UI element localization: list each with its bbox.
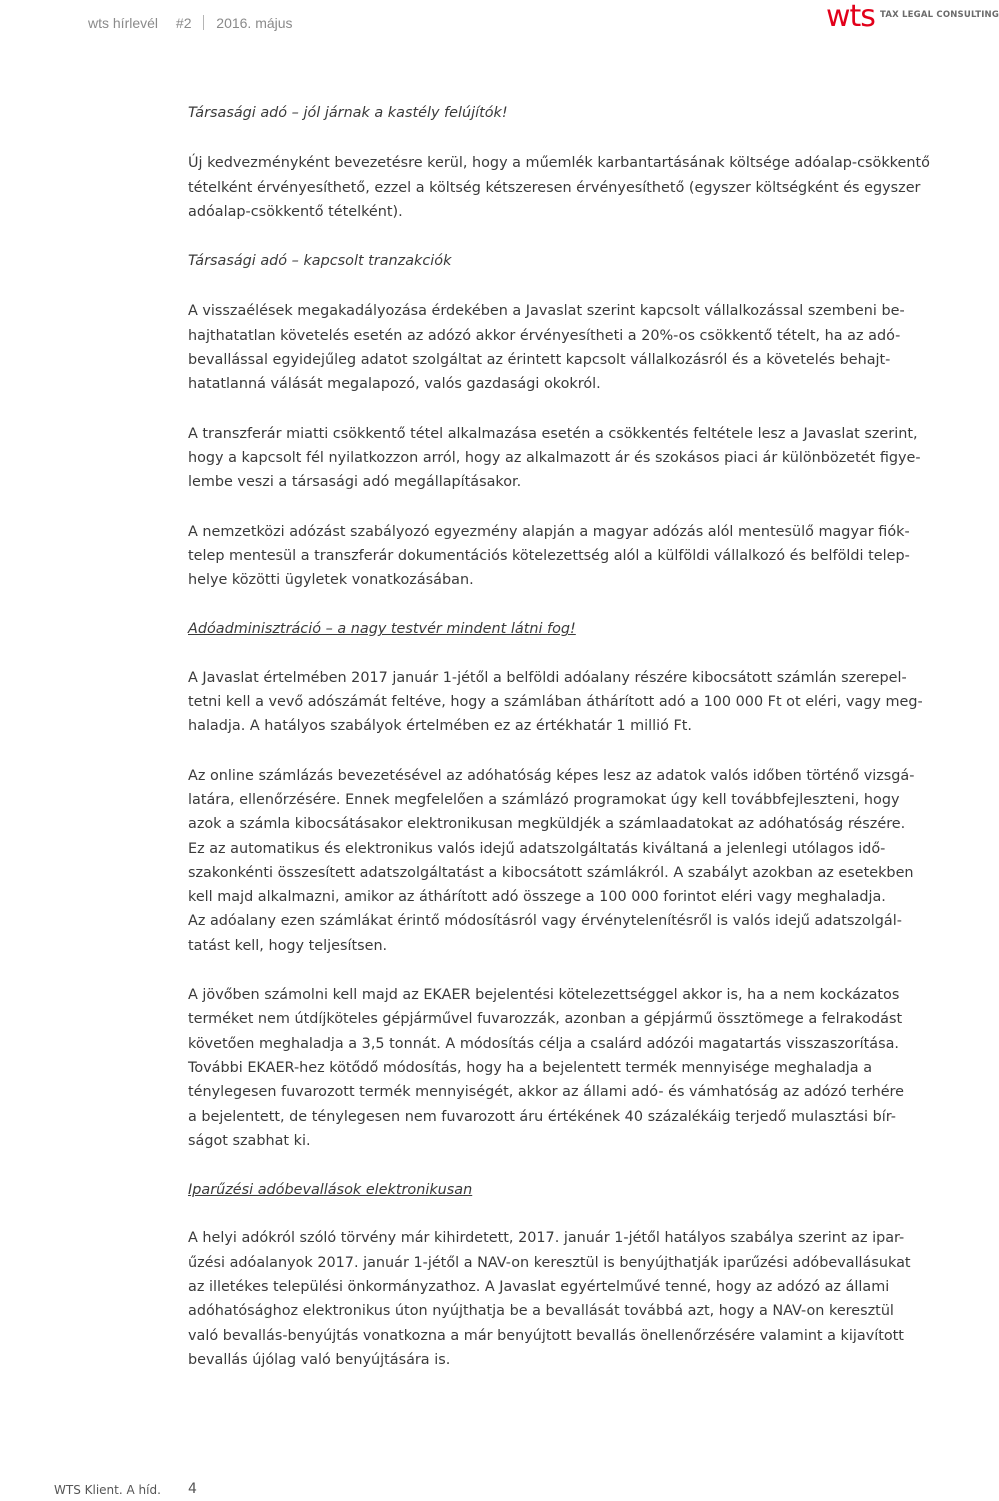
paragraph — [188, 666, 953, 739]
paragraph-line: való bevallás-benyújtás vonatkozna a már benyújtott bevallás önellenőrzésére valamint a kijavított — [188, 1327, 904, 1344]
paragraph — [188, 520, 953, 593]
paragraph-line: tetni kell a vevő adószámát feltéve, hogy a számlában áthárított adó a 100 000 Ft ot eléri, vagy meg- — [188, 694, 923, 711]
paragraph-line: adóhatósághoz elektronikus úton nyújthatja be a bevallását továbbá azt, hogy a NAV-on keresztül — [188, 1303, 894, 1320]
paragraph-line: a bejelentett, de ténylegesen nem fuvarozott áru értékének 40 százalékáig terjedő mulasztási bír- — [188, 1108, 896, 1125]
paragraph-line: helye közötti ügyletek vonatkozásában. — [188, 572, 474, 589]
paragraph-line: az illetékes települési önkormányzathoz. A Javaslat egyértelművé tenné, hogy az adózó az állami — [188, 1278, 890, 1295]
paragraph-line: hajthatatlan követelés esetén az adózó akkor érvényesítheti a 20%-os csökkentő tételt, ha az adó- — [188, 327, 901, 344]
paragraph-line: telep mentesül a transzferár dokumentációs kötelezettség alól a külföldi vállalkozó és belföldi telep- — [188, 547, 910, 564]
paragraph-line: ságot szabhat ki. — [188, 1132, 311, 1149]
paragraph-line: bevallás újólag való benyújtására is. — [188, 1351, 451, 1368]
paragraph-line: lembe veszi a társasági adó megállapításakor. — [188, 474, 522, 491]
header-bar — [88, 15, 293, 31]
section-heading: Adóadminisztráció – a nagy testvér mindent látni fog! — [188, 621, 576, 638]
issue-date: 2016. május — [216, 15, 293, 31]
section-heading: Iparűzési adóbevallások elektronikusan — [188, 1182, 473, 1199]
paragraph-line: latára, ellenőrzésére. Ennek megfelelően a számlázó programokat úgy kell továbbfejleszteni, hogy — [188, 791, 900, 808]
footer-label: WTS Klient. A híd. — [54, 1483, 161, 1497]
paragraph-line: bevallással egyidejűleg adatot szolgáltat az érintett kapcsolt vállalkozásról és a követelés behajt- — [188, 352, 891, 369]
page-number: 4 — [188, 1481, 197, 1497]
paragraph-line: Új kedvezményként bevezetésre kerül, hogy a műemlék karbantartásának költsége adóalap-csökkentő — [188, 155, 930, 172]
paragraph-line: ténylegesen fuvarozott termék mennyiségét, akkor az állami adó- és vámhatóság az adózó terhére — [188, 1084, 905, 1101]
paragraph-line: Az online számlázás bevezetésével az adóhatóság képes lesz az adatok valós időben történő vizsgá- — [188, 767, 915, 784]
paragraph-line: A Javaslat értelmében 2017 január 1-jétől a belföldi adóalany részére kibocsátott számlán szerepel- — [188, 669, 907, 686]
paragraph-line: tatást kell, hogy teljesítsen. — [188, 937, 388, 954]
newsletter-title: wts hírlevél — [88, 15, 159, 31]
paragraph — [188, 764, 953, 958]
paragraph — [188, 151, 953, 224]
paragraph-line: További EKAER-hez kötődő módosítás, hogy ha a bejelentett termék mennyisége meghaladja a — [188, 1059, 873, 1076]
logo-mark: wts — [826, 0, 875, 34]
paragraph-line: hogy a kapcsolt fél nyilatkozzon arról, hogy az alkalmazott ár és szokásos piaci ár különbözetét figye- — [188, 449, 921, 466]
paragraph-line: hatatlanná válását megalapozó, valós gazdasági okokról. — [188, 376, 601, 393]
paragraph-line: követően meghaladja a 3,5 tonnát. A módosítás célja a csalárd adózói magatartás visszaszorítása. — [188, 1035, 899, 1052]
paragraph-line: szakonkénti összesített adatszolgáltatást a kibocsátott számlákról. A szabályt azokban az esetekben — [188, 864, 914, 881]
paragraph — [188, 422, 953, 495]
section-heading: Társasági adó – jól járnak a kastély felújítók! — [188, 105, 508, 121]
paragraph-line: azok a számla kibocsátásakor elektronikusan megküldjék a számlaadatokat az adóhatóság részére. — [188, 816, 906, 833]
paragraph-line: kell majd alkalmazni, amikor az áthárított adó összege a 100 000 forintot eléri vagy meghaladja. — [188, 889, 886, 906]
paragraph-line: A jövőben számolni kell majd az EKAER bejelentési kötelezettséggel akkor is, ha a nem kockázatos — [188, 987, 900, 1004]
paragraph — [188, 1226, 953, 1372]
paragraph-line: Ez az automatikus és elektronikus valós idejű adatszolgáltatás kiváltaná a jelenlegi utólagos idő- — [188, 840, 886, 857]
paragraph-line: A helyi adókról szóló törvény már kihirdetett, 2017. január 1-jétől hatályos szabálya szerint az ipar- — [188, 1230, 905, 1247]
paragraph-line: A transzferár miatti csökkentő tétel alkalmazása esetén a csökkentés feltétele lesz a Javaslat szerint, — [188, 425, 918, 442]
paragraph — [188, 983, 953, 1153]
paragraph-line: Az adóalany ezen számlákat érintő módosításról vagy érvénytelenítésről is valós idejű adatszolgál- — [188, 913, 902, 930]
paragraph-line: terméket nem útdíjköteles gépjárművel fuvarozzák, azonban a gépjármű össztömege a felrakodást — [188, 1011, 903, 1028]
paragraph-line: A nemzetközi adózást szabályozó egyezmény alapján a magyar adózás alól mentesülő magyar fiók- — [188, 523, 910, 540]
paragraph-line: űzési adóalanyok 2017. január 1-jétől a NAV-on keresztül is benyújthatják iparűzési adóbevallásukat — [188, 1254, 911, 1271]
section-heading: Társasági adó – kapcsolt tranzakciók — [188, 253, 452, 270]
paragraph-line: tételként érvényesíthető, ezzel a költség kétszeresen érvényesíthető (egyszer költségként és egyszer — [188, 179, 921, 196]
paragraph — [188, 299, 953, 396]
paragraph-line: A visszaélések megakadályozása érdekében a Javaslat szerint kapcsolt vállalkozással szembeni be- — [188, 303, 905, 320]
issue-number: #2 — [175, 15, 192, 31]
article-body — [188, 101, 953, 1397]
logo-tagline: TAX LEGAL CONSULTING — [880, 10, 999, 20]
header-divider — [203, 15, 204, 30]
paragraph-line: adóalap-csökkentő tételként). — [188, 203, 403, 220]
paragraph-line: haladja. A hatályos szabályok értelmében ez az értékhatár 1 millió Ft. — [188, 718, 692, 735]
